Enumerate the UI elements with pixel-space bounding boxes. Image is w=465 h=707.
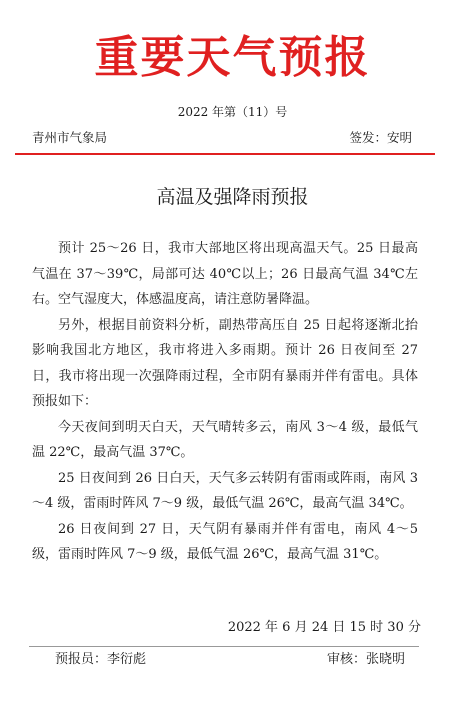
issue-number: 2022 年第（11）号: [177, 105, 288, 119]
body-paragraph: 25 日夜间到 26 日白天，天气多云转阴有雷雨或阵雨，南风 3～4 级，雷雨时阵风 7～9 级，最低气温 26℃，最高气温 34℃。: [32, 470, 418, 511]
agency-name: 青州市气象局: [32, 130, 108, 145]
signer: 签发：安明: [349, 130, 412, 145]
body-paragraph: 另外，根据目前资料分析，副热带高压自 25 日起将逐渐北抬影响我国北方地区，我市将进入多雨期。预计 26 日夜间至 27 日，我市将出现一次强降雨过程，全市阴有暴雨并伴有雷电。具体预报如下：: [32, 317, 418, 409]
forecaster: 预报员：李衍彪: [55, 652, 147, 667]
red-divider: [15, 153, 435, 155]
document-body: [32, 236, 418, 568]
reviewer: 审核：张晓明: [326, 652, 405, 667]
document-title: 高温及强降雨预报: [156, 186, 309, 208]
body-paragraph: 今天夜间到明天白天，天气晴转多云，南风 3～4 级，最低气温 22℃，最高气温 37℃。: [32, 419, 418, 460]
issue-datetime: 2022 年 6 月 24 日 15 时 30 分: [227, 620, 421, 635]
body-paragraph: 预计 25～26 日，我市大部地区将出现高温天气。25 日最高气温在 37～39℃，局部可达 40℃以上；26 日最高气温 34℃左右。空气湿度大，体感温度高，请注意防暑降温。: [32, 241, 418, 307]
masthead-title: 重要天气预报: [94, 32, 371, 83]
body-paragraph: 26 日夜间到 27 日，天气阴有暴雨并伴有雷电，南风 4～5 级，雷雨时阵风 7～9 级，最低气温 26℃，最高气温 31℃。: [32, 521, 418, 562]
footer-divider: [29, 646, 419, 647]
